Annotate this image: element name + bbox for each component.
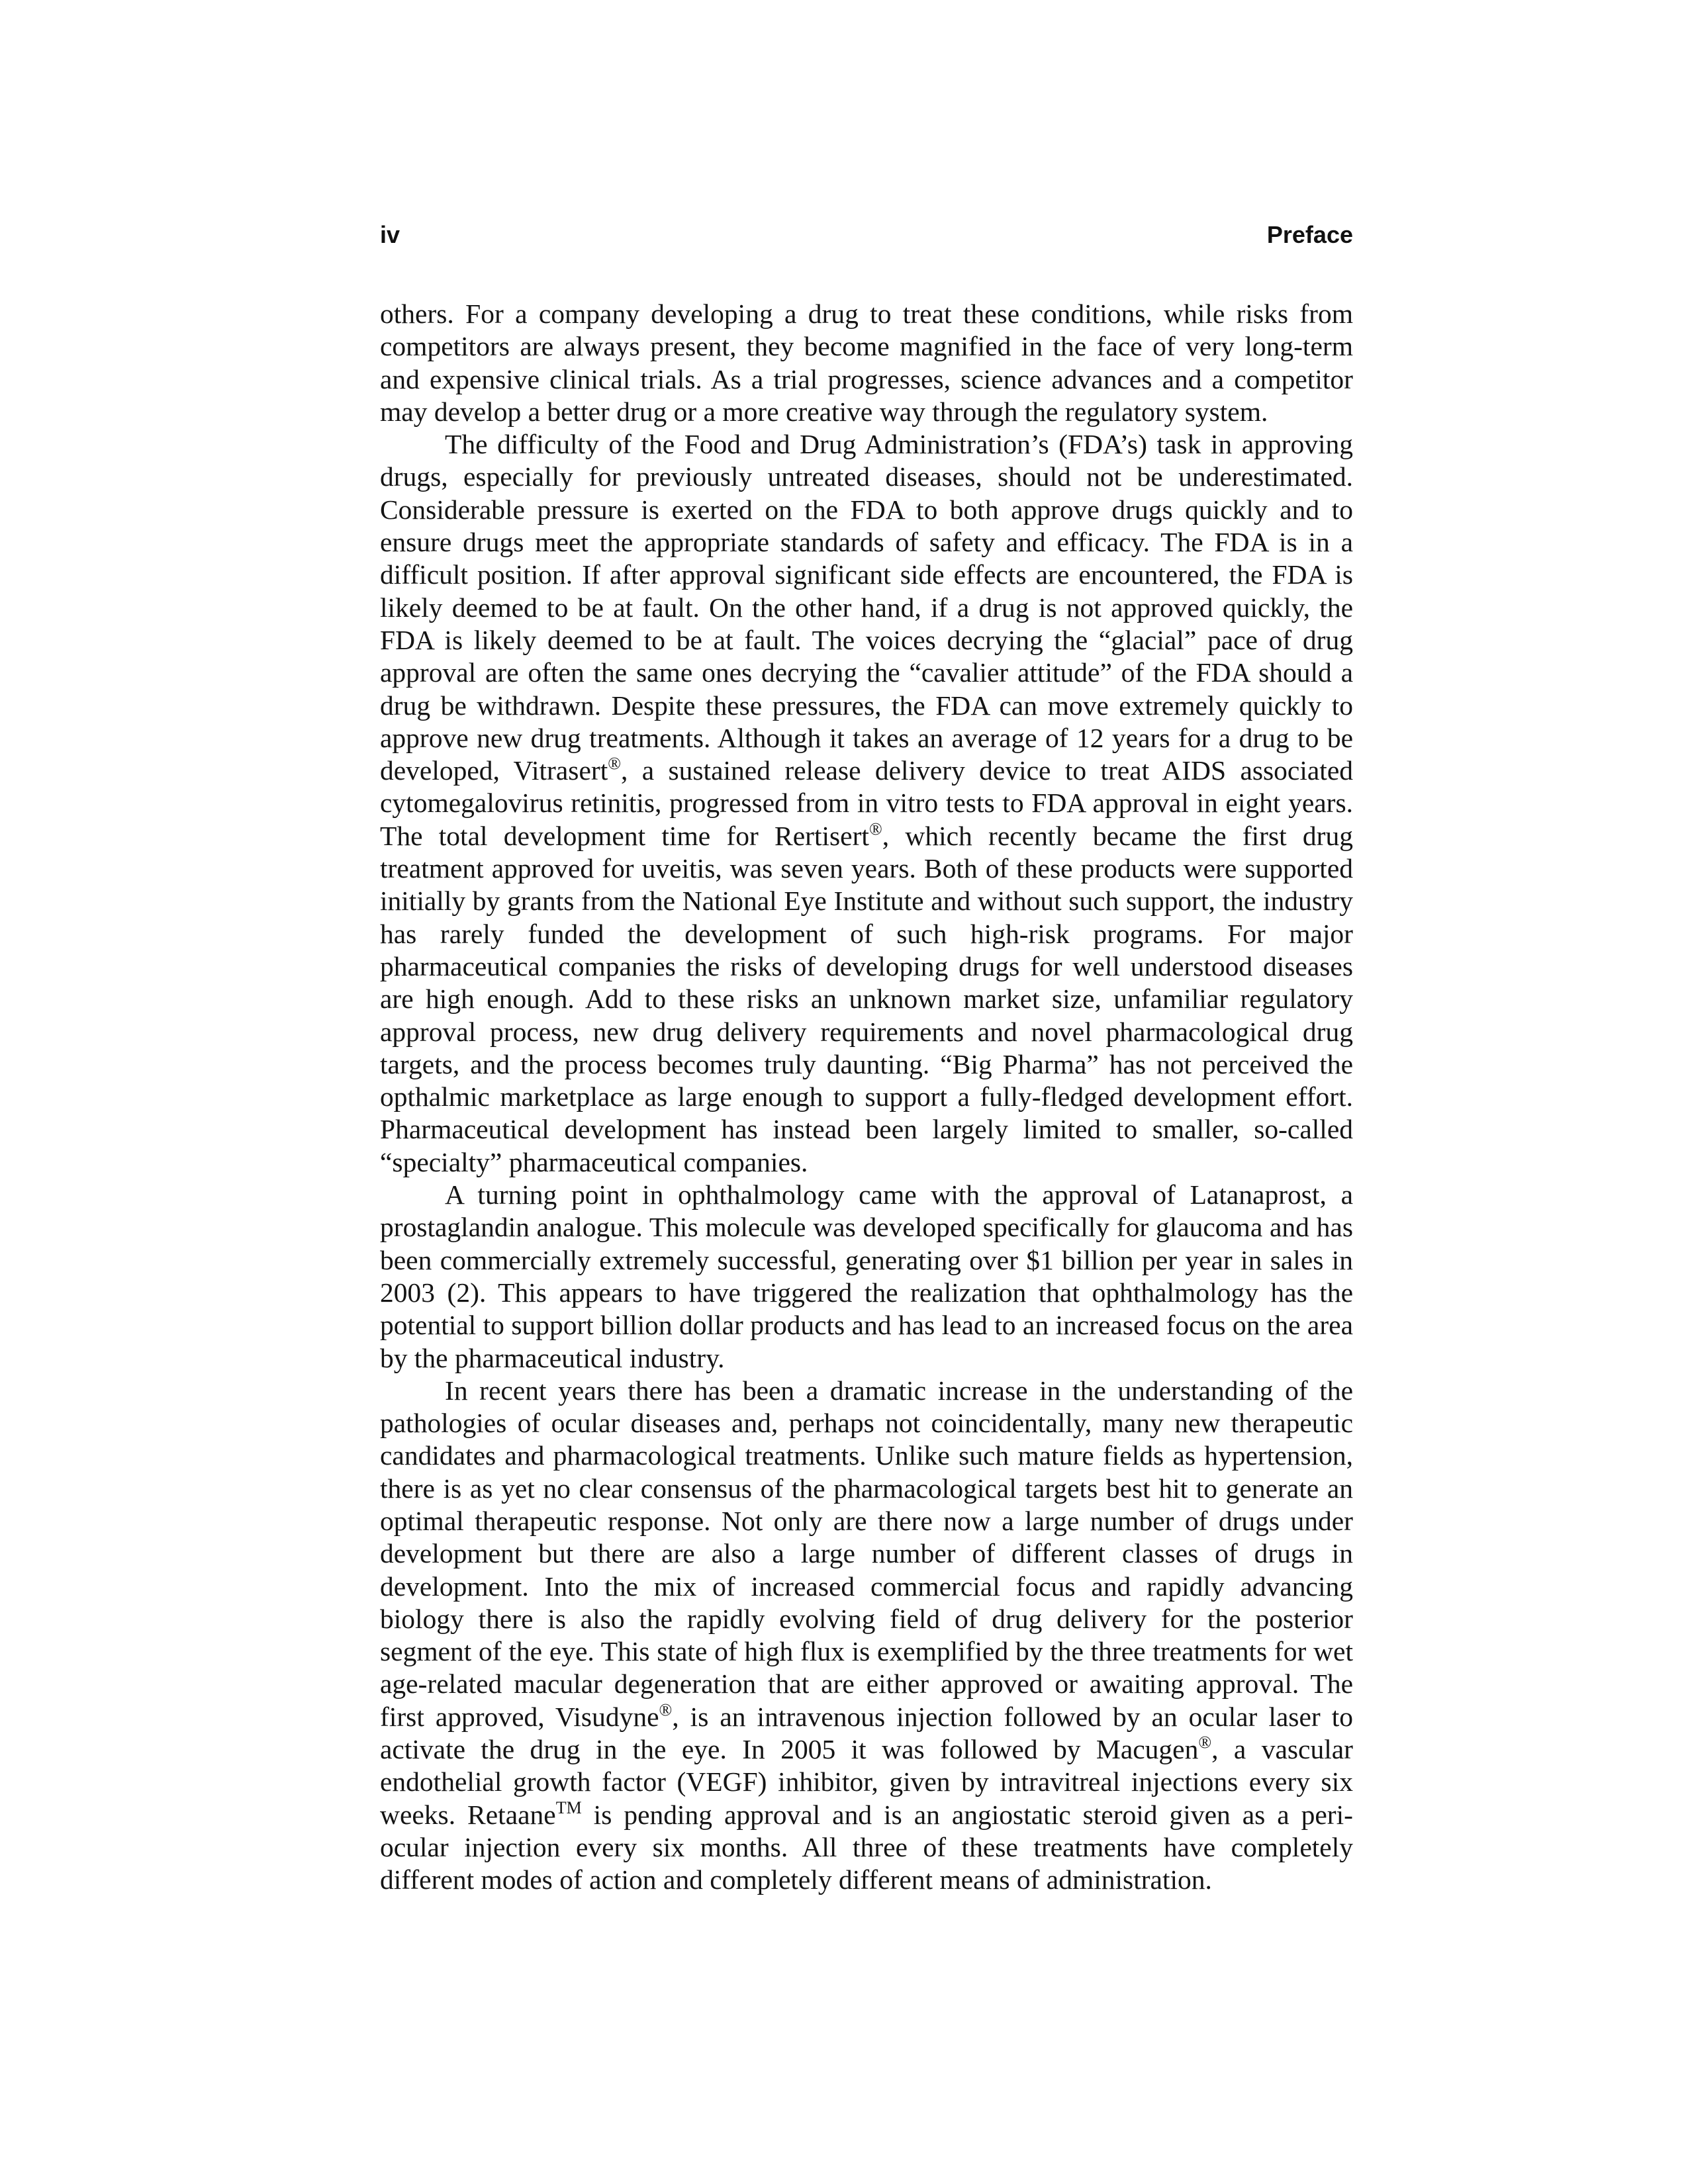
paragraph-text: others. For a company developing a drug to treat these conditions, while risks from competitors are always present, they become magnified in the face of very long-term and expensive clinical trials. As a trial progresses, science advances and a competitor may develop a better drug or a more creative way through the regulatory system. (380, 298, 1353, 427)
registered-mark: ® (659, 1700, 673, 1719)
paragraph-text: , which recently became the first drug treatment approved for uveitis, was seven years. Both of these products were supported initially by grants from the National Eye Institute and without such support, the industry has rarely funded the development of such high-risk programs. For major pharmaceutical companies the risks of developing drugs for well understood diseases are high enough. Add to these risks an unknown market size, unfamiliar regulatory approval process, new drug delivery requirements and novel pharmacological drug targets, and the process becomes truly daunting. “Big Pharma” has not perceived the opthalmic marketplace as large enough to support a fully-fledged development effort. Pharmaceutical development has instead been largely limited to smaller, so-called “specialty” pharmaceutical companies. (380, 820, 1353, 1177)
paragraph-text: The difficulty of the Food and Drug Administration’s (FDA’s) task in approving drugs, especially for previously untreated diseases, should not be underestimated. Considerable pressure is exerted on the FDA to both approve drugs quickly and to ensure drugs meet the appropriate standards of safety and efficacy. The FDA is in a difficult position. If after approval significant side effects are encountered, the FDA is likely deemed to be at fault. On the other hand, if a drug is not approved quickly, the FDA is likely deemed to be at fault. The voices decrying the “glacial” pace of drug approval are often the same ones decrying the “cavalier attitude” of the FDA should a drug be withdrawn. Despite these pressures, the FDA can move extremely quickly to approve new drug treatments. Although it takes an average of 12 years for a drug to be developed, Vitrasert (380, 429, 1353, 786)
registered-mark: ® (1198, 1733, 1212, 1752)
paragraph-text: In recent years there has been a dramatic increase in the understanding of the pathologies of ocular diseases and, perhaps not coincidentally, many new therapeutic candidates and pharmacological treatments. Unlike such mature fields as hypertension, there is as yet no clear consensus of the pharmacological targets best hit to generate an optimal therapeutic response. Not only are there now a large number of drugs under development but there are also a large number of different classes of drugs in development. Into the mix of increased commercial focus and rapidly advancing biology there is also the rapidly evolving field of drug delivery for the posterior segment of the eye. This state of high flux is exemplified by the three treatments for wet age-related macular degeneration that are either approved or awaiting approval. The first approved, Visudyne (380, 1375, 1353, 1732)
page-number: iv (380, 221, 400, 248)
paragraph-text: , a vascular endothelial growth factor (VEGF) inhibitor, given by intravitreal injections every six weeks. Retaane (380, 1734, 1353, 1830)
section-title: Preface (1266, 221, 1353, 248)
paragraph-fda-approval (380, 428, 1353, 1179)
paragraph-text: , a sustained release delivery device to treat AIDS associated cytomegalovirus retinitis, progressed from in vitro tests to FDA approval in eight years. The total development time for Rertisert (380, 755, 1353, 851)
paragraph-text: A turning point in ophthalmology came with the approval of Latanaprost, a prostaglandin analogue. This molecule was developed specifically for glaucoma and has been commercially extremely successful, generating over $1 billion per year in sales in 2003 (2). This appears to have triggered the realization that ophthalmology has the potential to support billion dollar products and has lead to an increased focus on the area by the pharmaceutical industry. (380, 1179, 1353, 1373)
paragraph-text: , is an intravenous injection followed by an ocular laser to activate the drug in the eye. In 2005 it was followed by Macugen (380, 1701, 1353, 1765)
paragraph-recent-years (380, 1375, 1353, 1897)
trademark-mark: TM (555, 1797, 582, 1817)
paragraph-latanaprost (380, 1179, 1353, 1375)
registered-mark: ® (608, 754, 621, 774)
registered-mark: ® (868, 819, 882, 839)
body-text (380, 298, 1353, 1897)
paragraph-continued (380, 298, 1353, 428)
running-header (380, 221, 1353, 254)
paragraph-text: is pending approval and is an angiostatic steroid given as a peri-ocular injection every six months. All three of these treatments have completely different modes of action and completely different means of administration. (380, 1799, 1353, 1895)
